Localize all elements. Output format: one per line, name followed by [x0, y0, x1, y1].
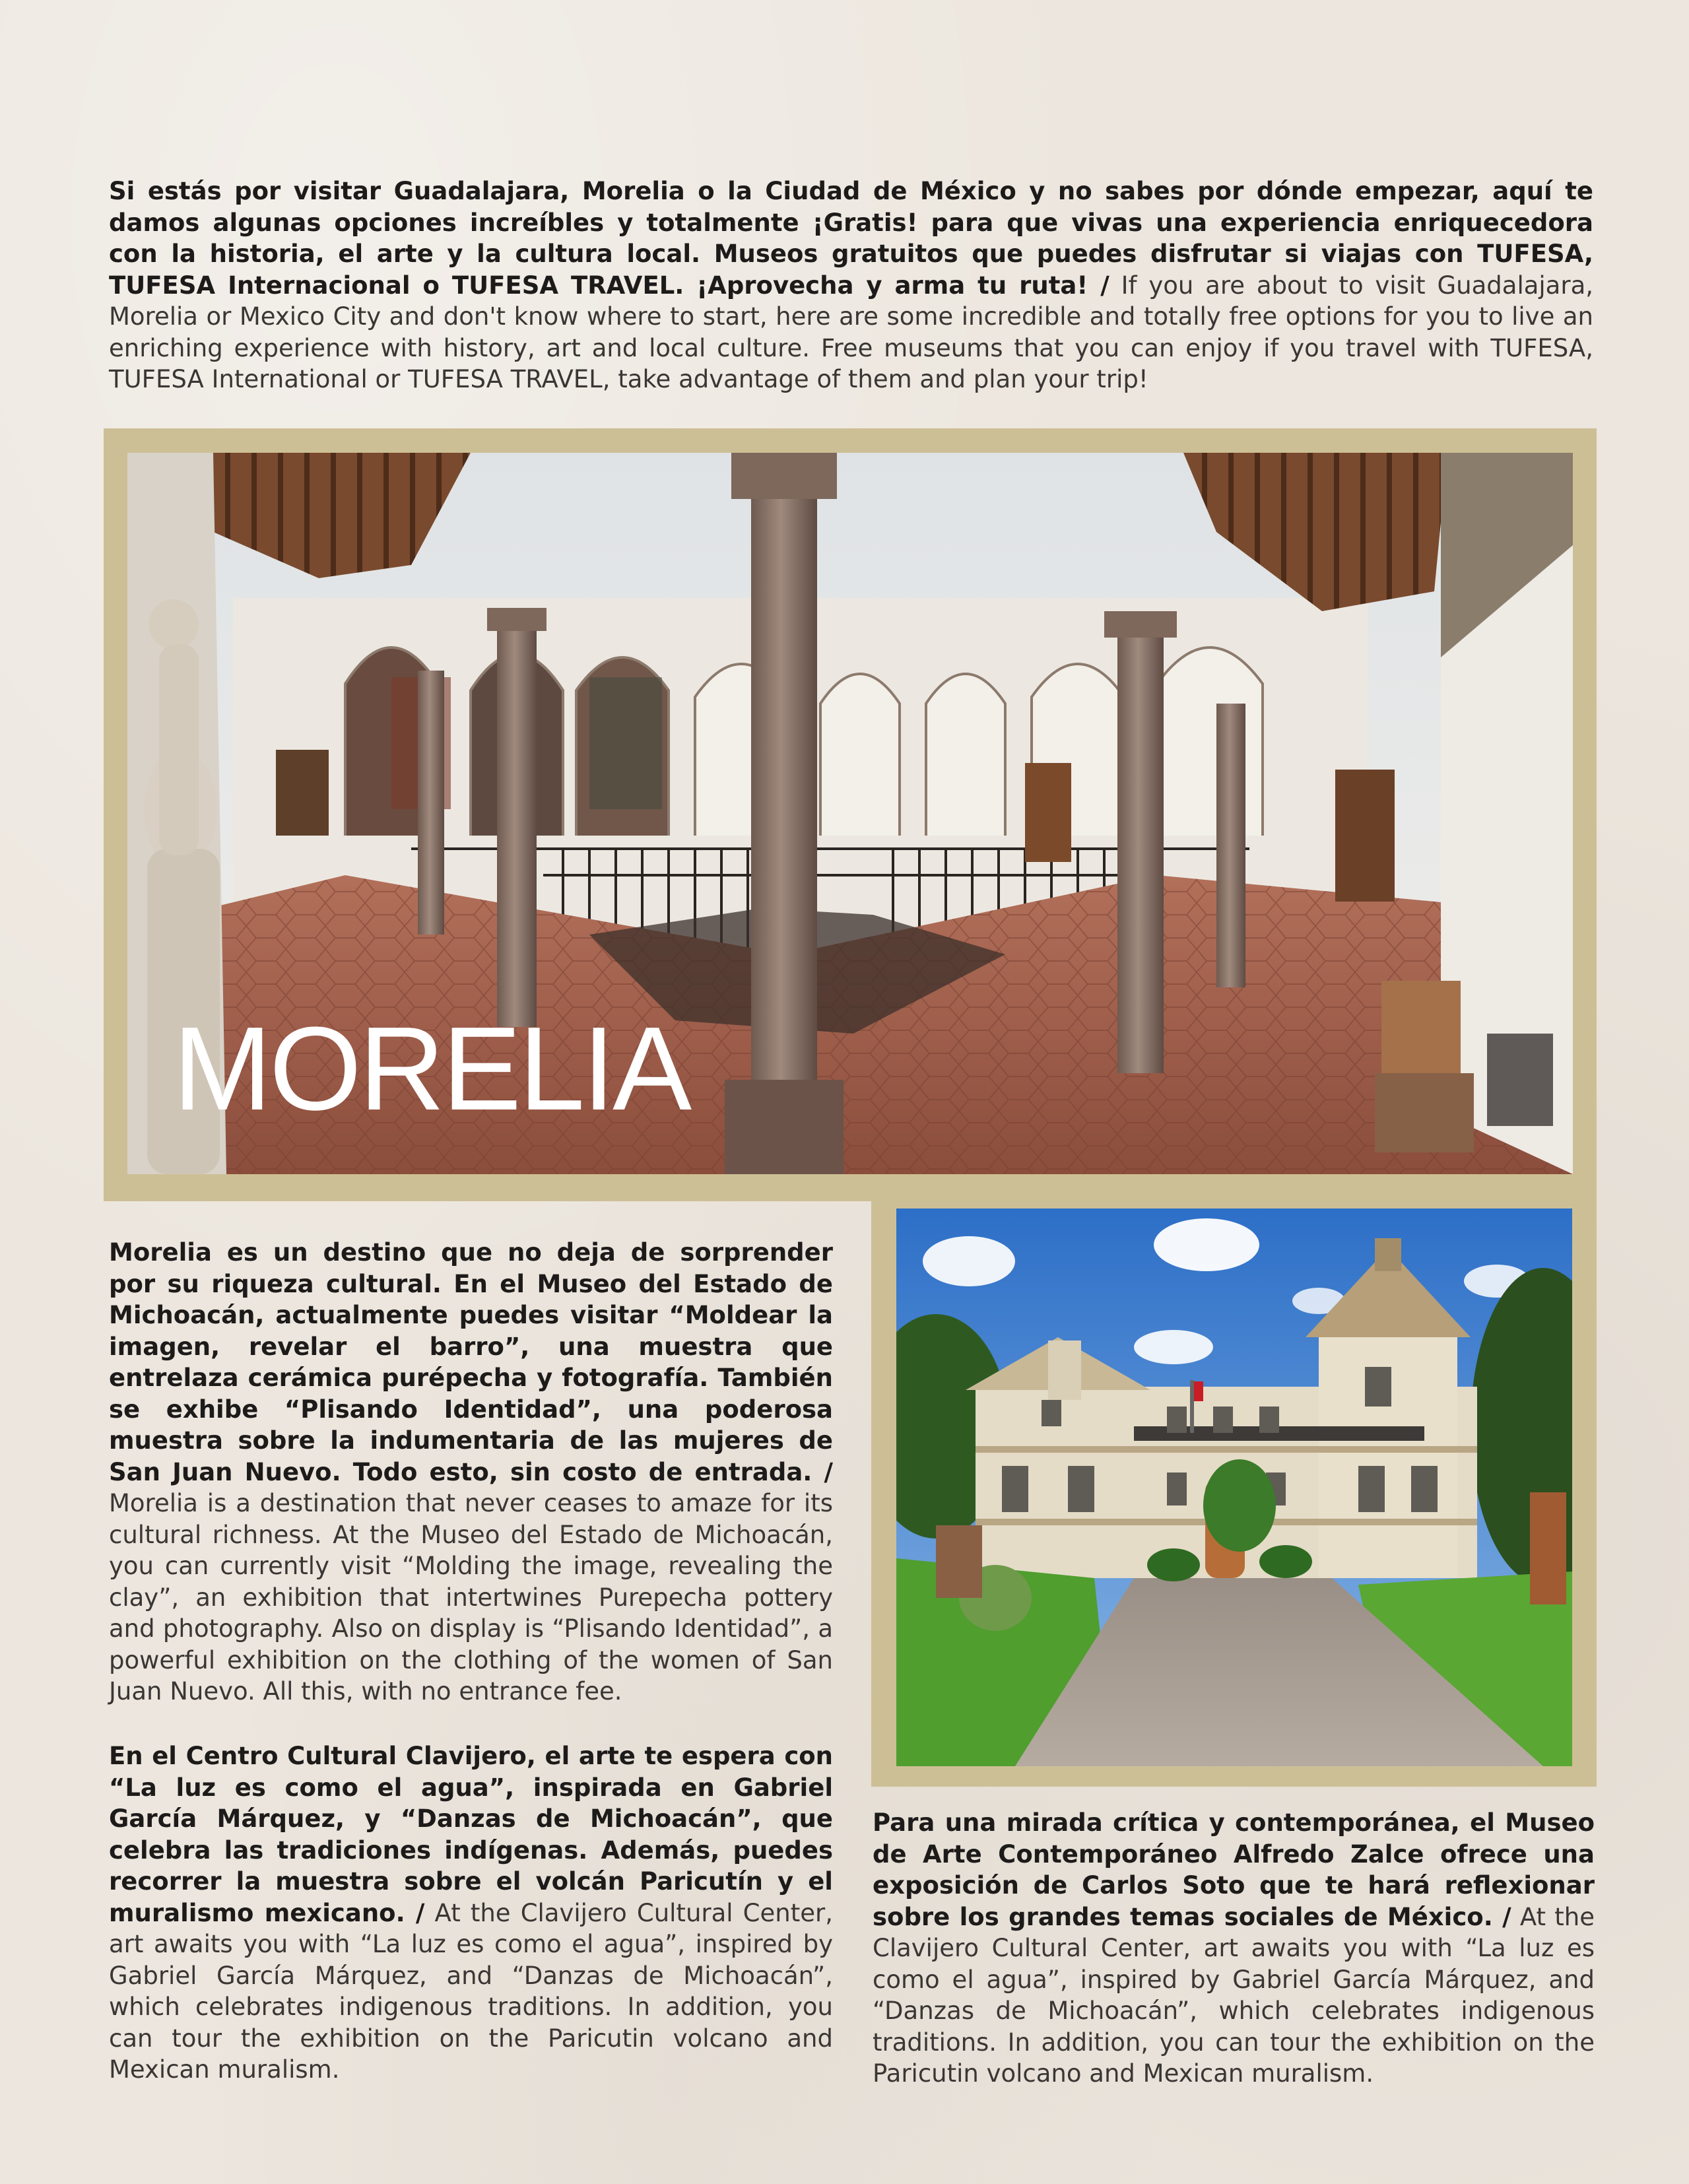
- col-right-english-text: At the Clavijero Cultural Center, art awaits you with “La luz es como el agua”, inspired by Gabriel García Márquez, and “Danzas de Michoacán”, which celebrates indigenous traditions. In addition, you can tour the exhibition on the Paricutin volcano and Mexican muralism.: [873, 1902, 1595, 2088]
- museum-photo-mansion: [896, 1208, 1572, 1766]
- col-left-1-spanish-text-2: , actualmente puedes visitar “Moldear la imagen, revelar el barro”, una muestra que entrelaza cerámica purépecha y fotografía. También se exhibe “Plisando Identidad”, una poderosa muestra sobre la indumentaria de las mujeres de San Juan Nuevo. Todo esto, sin costo de entrada. /: [109, 1301, 833, 1486]
- col-left-1-spanish-text-1: Morelia es un destino que no deja de sorprender por su riqueza cultural. En el: [109, 1238, 833, 1298]
- centro-clavijero-paragraph: [109, 1740, 833, 2086]
- intro-english-text: If you are about to visit Guadalajara, Morelia or Mexico City and don't know where to start, here are some incredible and totally free options for you to live an enriching experience with history, art and local culture. Free museums that you can enjoy if you travel with TUFESA, TUFESA International or TUFESA TRAVEL, take advantage of them and plan your trip!: [109, 271, 1594, 393]
- col-right-spanish-text-2: ofrece una exposición de Carlos Soto que te hará reflexionar sobre los grandes temas sociales de México. /: [873, 1839, 1595, 1931]
- col-left-2-spanish-text-2: , el arte te espera con “La luz es como el agua”, inspirada en Gabriel García Márquez, y “Danzas de Michoacán”, que celebra las tradiciones indígenas. Además, puedes recorrer la muestra sobre el volcán Paricutín y el muralismo mexicano. /: [109, 1742, 834, 1927]
- col-right-spanish-text-1: Para una mirada crítica y contemporánea, el: [873, 1808, 1506, 1837]
- col-left-2-spanish-text-1: En el: [109, 1742, 186, 1770]
- museo-estado-paragraph: [109, 1237, 833, 1707]
- centro-clavijero-name: Centro Cultural Clavijero: [185, 1742, 527, 1770]
- museo-estado-name: Museo del Estado de Michoacán: [109, 1269, 833, 1329]
- col-left-2-english-text: At the Clavijero Cultural Center, art awaits you with “La luz es como el agua”, inspired by Gabriel García Márquez, and “Danzas de Michoacán”, which celebrates indigenous traditions. In addition, you can tour the exhibition on the Paricutin volcano and Mexican muralism.: [109, 1898, 833, 2084]
- intro-spanish-text: Si estás por visitar Guadalajara, Morelia o la Ciudad de México y no sabes por dónde empezar, aquí te damos algunas opciones increíbles y totalmente ¡Gratis! para que vivas una experiencia enriquecedora con la historia, el arte y la cultura local. Museos gratuitos que puedes disfrutar si viajas con TUFESA, TUFESA Internacional o TUFESA TRAVEL. ¡Aprovecha y arma tu ruta! /: [109, 177, 1593, 300]
- hero-title-morelia: MORELIA: [173, 1003, 690, 1135]
- intro-paragraph: [109, 176, 1593, 395]
- museo-zalce-name: Museo de Arte Contemporáneo Alfredo Zalce: [873, 1808, 1595, 1869]
- col-left-1-english-text: Morelia is a destination that never ceases to amaze for its cultural richness. At the Museo del Estado de Michoacán, you can currently visit “Molding the image, revealing the clay”, an exhibition that intertwines Purepecha pottery and photography. Also on display is “Plisando Identidad”, a powerful exhibition on the clothing of the women of San Juan Nuevo. All this, with no entrance fee.: [109, 1489, 833, 1705]
- museo-alfredo-zalce-paragraph: [873, 1807, 1595, 2090]
